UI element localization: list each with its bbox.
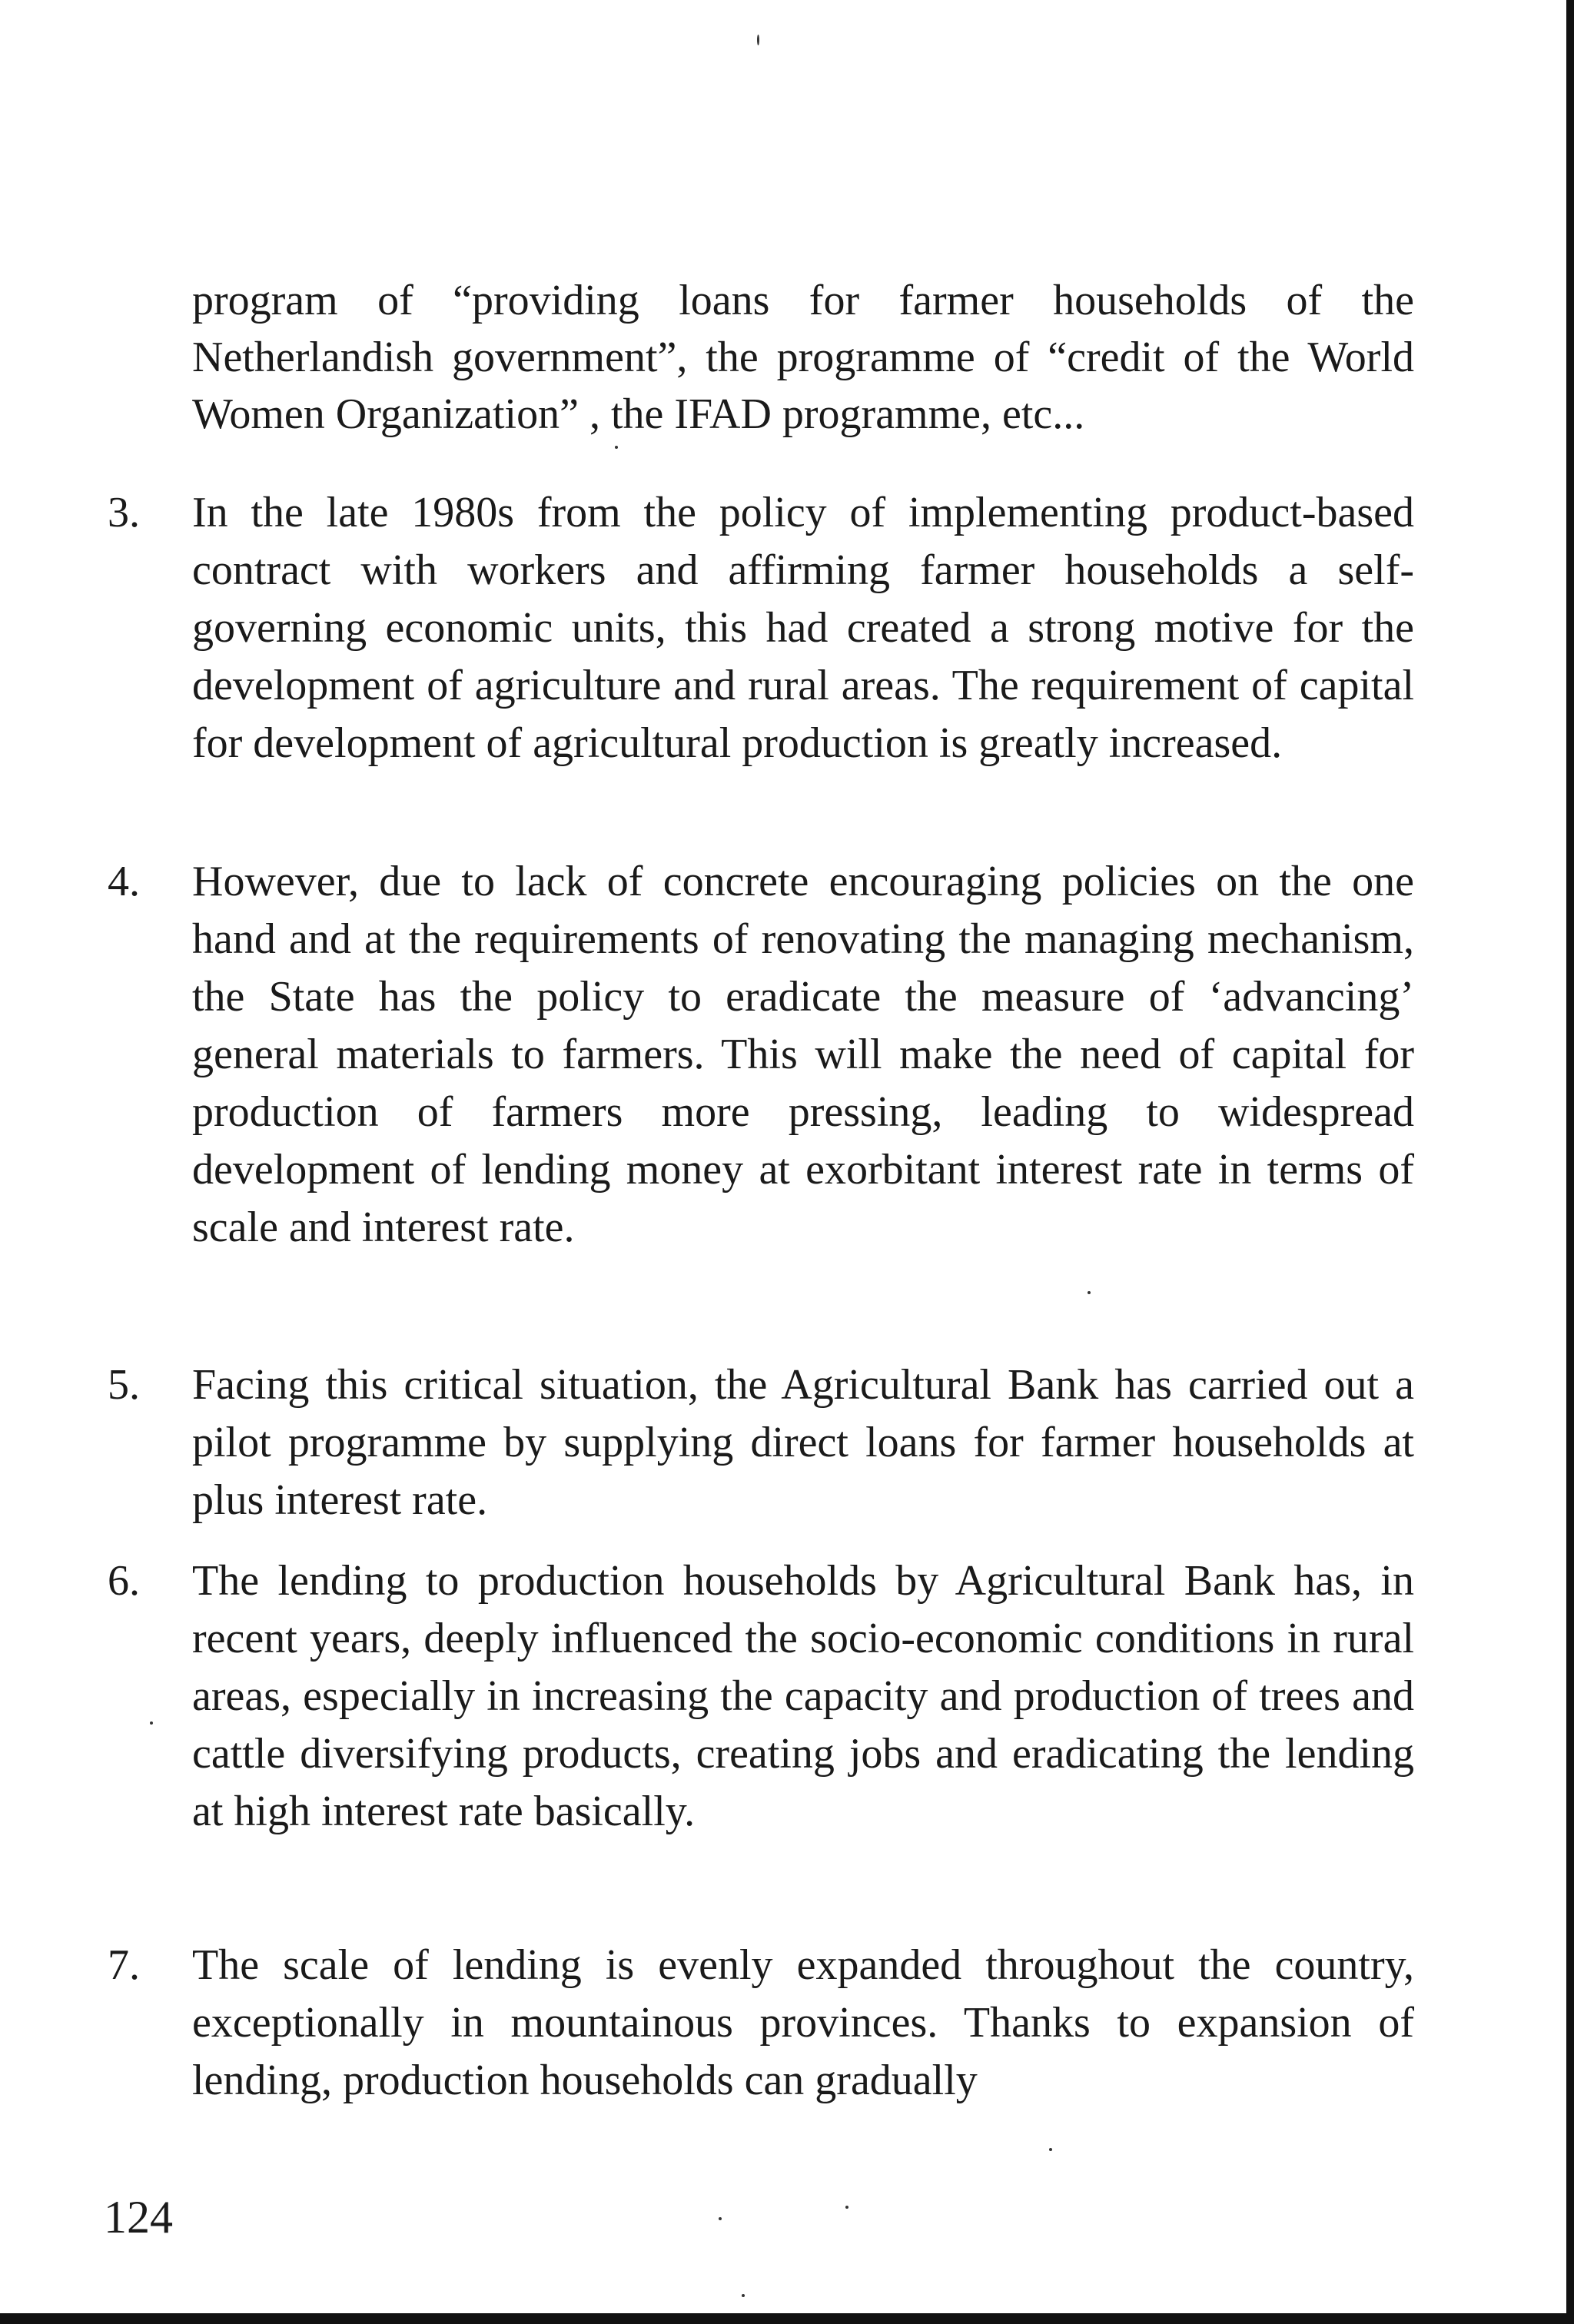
list-item-number: 6.	[108, 1557, 140, 1605]
intro-continuation-paragraph: program of “providing loans for farmer households of the Netherlandish government”, the programme of “credit of the World Women Organization” , the IFAD programme, etc...	[192, 277, 1414, 438]
list-item-text: However, due to lack of concrete encouraging policies on the one hand and at the requirements of renovating the managing mechanism, the State has the policy to eradicate the measure of ‘advancing’ general materials to farmers. This will make the need of capital for production of farmers more pressing, leading to widespread development of lending money at exorbitant interest rate in terms of scale and interest rate.	[192, 858, 1414, 1251]
list-item-number: 4.	[108, 858, 140, 905]
scan-speck	[719, 2217, 722, 2220]
scan-speck	[757, 35, 759, 45]
scan-speck	[150, 1721, 153, 1725]
scan-speck	[615, 446, 618, 449]
list-item-number: 3.	[108, 489, 140, 536]
list-item-text: Facing this critical situation, the Agricultural Bank has carried out a pilot programme by supplying direct loans for farmer households at plus interest rate.	[192, 1361, 1414, 1524]
scan-speck	[1088, 1291, 1091, 1294]
scan-speck	[845, 2206, 848, 2209]
list-item-text: In the late 1980s from the policy of implementing product-based contract with workers and affirming farmer households a self-governing economic units, this had created a strong motive for the development of agriculture and rural areas. The requirement of capital for development of agricultural production is greatly increased.	[192, 489, 1414, 767]
list-item-text: The lending to production households by Agricultural Bank has, in recent years, deeply influenced the socio-economic conditions in rural areas, especially in increasing the capacity and production of trees and cattle diversifying products, creating jobs and eradicating the lending at high interest rate basically.	[192, 1557, 1414, 1835]
list-item-number: 7.	[108, 1941, 140, 1989]
scan-speck	[742, 2294, 745, 2297]
scan-speck	[1049, 2148, 1052, 2151]
list-item-number: 5.	[108, 1361, 140, 1409]
scan-bottom-edge	[0, 2313, 1574, 2324]
page-number: 124	[104, 2192, 173, 2243]
list-item-text: The scale of lending is evenly expanded throughout the country, exceptionally in mountainous provinces. Thanks to expansion of lending, production households can gradually	[192, 1941, 1414, 2104]
scan-right-edge	[1566, 0, 1574, 2324]
